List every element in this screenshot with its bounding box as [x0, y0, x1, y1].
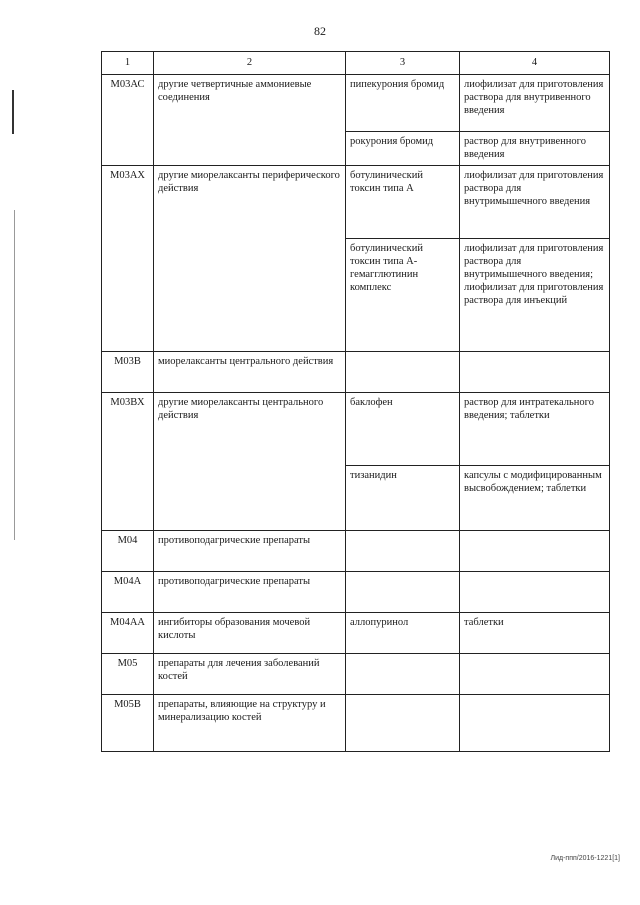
table-row	[102, 613, 610, 654]
atc-code-cell: М04	[102, 531, 154, 572]
drug-name-cell: баклофен	[346, 393, 460, 466]
page-number: 82	[314, 24, 326, 38]
table-row	[102, 695, 610, 752]
drug-name-cell	[346, 352, 460, 393]
drug-name-cell	[346, 654, 460, 695]
dosage-form-cell	[460, 352, 610, 393]
column-header: 1	[102, 52, 154, 75]
group-description-cell: препараты для лечения заболеваний костей	[154, 654, 346, 695]
group-description-cell: другие четвертичные аммониевые соединения	[154, 75, 346, 166]
group-description-cell: миорелаксанты центрального действия	[154, 352, 346, 393]
table-row	[102, 393, 610, 466]
table-row	[102, 531, 610, 572]
group-description-cell: ингибиторы образования мочевой кислоты	[154, 613, 346, 654]
dosage-form-cell: таблетки	[460, 613, 610, 654]
group-description-cell: противоподагрические препараты	[154, 531, 346, 572]
table-row	[102, 572, 610, 613]
drug-table	[101, 51, 610, 752]
drug-name-cell: ботулинический токсин типа А-гемагглютинин комплекс	[346, 239, 460, 352]
atc-code-cell: М04А	[102, 572, 154, 613]
dosage-form-cell: капсулы с модифицированным высвобождением; таблетки	[460, 466, 610, 531]
dosage-form-cell	[460, 531, 610, 572]
dosage-form-cell: лиофилизат для приготовления раствора для внутримышечного введения	[460, 166, 610, 239]
dosage-form-cell: раствор для внутривенного введения	[460, 132, 610, 166]
atc-code-cell: М03АХ	[102, 166, 154, 352]
atc-code-cell: М03АС	[102, 75, 154, 166]
atc-code-cell: М03В	[102, 352, 154, 393]
drug-name-cell: аллопуринол	[346, 613, 460, 654]
column-header: 3	[346, 52, 460, 75]
drug-name-cell	[346, 572, 460, 613]
drug-name-cell: пипекурония бромид	[346, 75, 460, 132]
drug-name-cell: рокурония бромид	[346, 132, 460, 166]
group-description-cell: другие миорелаксанты центрального действия	[154, 393, 346, 531]
drug-name-cell: ботулинический токсин типа А	[346, 166, 460, 239]
dosage-form-cell: раствор для интратекального введения; таблетки	[460, 393, 610, 466]
margin-mark	[12, 90, 14, 134]
atc-code-cell: М05В	[102, 695, 154, 752]
table-row	[102, 166, 610, 239]
drug-name-cell	[346, 531, 460, 572]
dosage-form-cell	[460, 695, 610, 752]
atc-code-cell: М05	[102, 654, 154, 695]
margin-mark-faint	[14, 210, 15, 540]
drug-name-cell: тизанидин	[346, 466, 460, 531]
dosage-form-cell	[460, 572, 610, 613]
group-description-cell: препараты, влияющие на структуру и минерализацию костей	[154, 695, 346, 752]
dosage-form-cell: лиофилизат для приготовления раствора для внутримышечного введения; лиофилизат для приготовления раствора для инъекций	[460, 239, 610, 352]
dosage-form-cell	[460, 654, 610, 695]
group-description-cell: противоподагрические препараты	[154, 572, 346, 613]
atc-code-cell: М04АА	[102, 613, 154, 654]
footer-stamp: Лид-ппп/2016-1221[1]	[550, 855, 620, 862]
table-row	[102, 654, 610, 695]
atc-code-cell: М03ВХ	[102, 393, 154, 531]
column-header: 4	[460, 52, 610, 75]
table-header-row	[102, 52, 610, 75]
dosage-form-cell: лиофилизат для приготовления раствора для внутривенного введения	[460, 75, 610, 132]
group-description-cell: другие миорелаксанты периферического действия	[154, 166, 346, 352]
table-row	[102, 352, 610, 393]
drug-name-cell	[346, 695, 460, 752]
table-row	[102, 75, 610, 132]
column-header: 2	[154, 52, 346, 75]
